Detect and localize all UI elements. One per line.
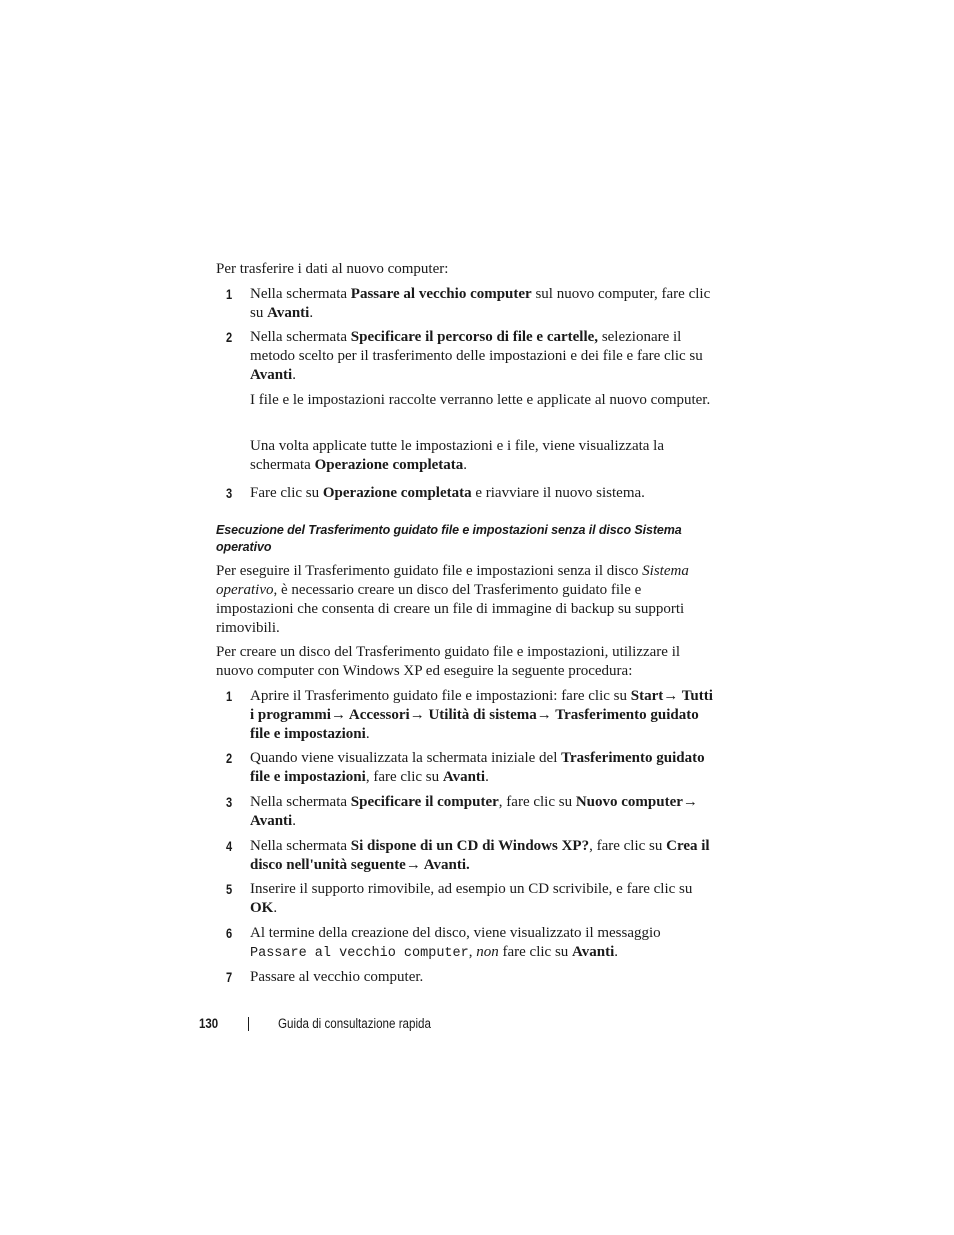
arrow-icon: →: [536, 707, 552, 723]
step-text: Passare al vecchio computer.: [250, 969, 424, 985]
step-number: 7: [226, 970, 233, 985]
arrow-icon: →: [405, 857, 421, 873]
step-number: 1: [226, 689, 233, 704]
step-number: 4: [226, 839, 233, 854]
step-number: 1: [226, 287, 233, 302]
page-number: 130: [199, 1016, 219, 1031]
step-text: Nella schermata Si dispone di un CD di Windows XP?, fare clic su Crea il disco nell'unità seguente→ Avanti.: [250, 838, 710, 873]
step-number: 2: [226, 330, 233, 345]
paragraph-1: Per eseguire il Trasferimento guidato file e impostazioni senza il disco Sistema operativo, è necessario creare un disco del Trasferimento guidato file e impostazioni che consenta di creare un file di immagine di backup su supporti rimovibili.: [216, 563, 689, 636]
footer-divider: [248, 1017, 249, 1031]
footer-title: Guida di consultazione rapida: [278, 1016, 431, 1031]
step-number: 3: [226, 486, 233, 501]
section-heading: Esecuzione del Trasferimento guidato file e impostazioni senza il disco Sistema operativo: [216, 523, 682, 554]
step-text: Fare clic su Operazione completata e riavviare il nuovo sistema.: [250, 485, 645, 501]
step-text: Inserire il supporto rimovibile, ad esempio un CD scrivibile, e fare clic su OK.: [250, 881, 693, 916]
arrow-icon: →: [682, 794, 698, 810]
arrow-icon: →: [409, 707, 425, 723]
arrow-icon: →: [663, 688, 679, 704]
paragraph-2: Per creare un disco del Trasferimento guidato file e impostazioni, utilizzare il nuovo computer con Windows XP ed eseguire la seguente procedura:: [216, 644, 681, 679]
step-text: Al termine della creazione del disco, viene visualizzato il messaggio Passare al vecchio computer, non fare clic su Avanti.: [250, 925, 661, 961]
step-text: Nella schermata Specificare il percorso di file e cartelle, selezionare il metodo scelto per il trasferimento delle impostazioni e dei file e fare clic su Avanti.: [250, 329, 703, 383]
step-2-note-completion: Una volta applicate tutte le impostazioni e i file, viene visualizzata la schermata Operazione completata.: [250, 438, 665, 473]
intro-paragraph: Per trasferire i dati al nuovo computer:: [216, 261, 449, 277]
step-number: 3: [226, 795, 233, 810]
step-number: 6: [226, 926, 233, 941]
step-text: Nella schermata Specificare il computer, fare clic su Nuovo computer→ Avanti.: [250, 794, 698, 829]
step-text: Quando viene visualizzata la schermata iniziale del Trasferimento guidato file e impostazioni, fare clic su Avanti.: [250, 750, 705, 785]
step-text: Aprire il Trasferimento guidato file e impostazioni: fare clic su Start→ Tutti i programmi→ Accessori→ Utilità di sistema→ Trasferimento guidato file e impostazioni.: [250, 688, 713, 742]
step-number: 5: [226, 882, 233, 897]
step-text: Nella schermata Passare al vecchio computer sul nuovo computer, fare clic su Avanti.: [250, 286, 711, 321]
step-2-note: I file e le impostazioni raccolte verranno lette e applicate al nuovo computer.: [250, 392, 711, 408]
arrow-icon: →: [330, 707, 346, 723]
message-text: Passare al vecchio computer: [250, 946, 469, 961]
step-number: 2: [226, 751, 233, 766]
